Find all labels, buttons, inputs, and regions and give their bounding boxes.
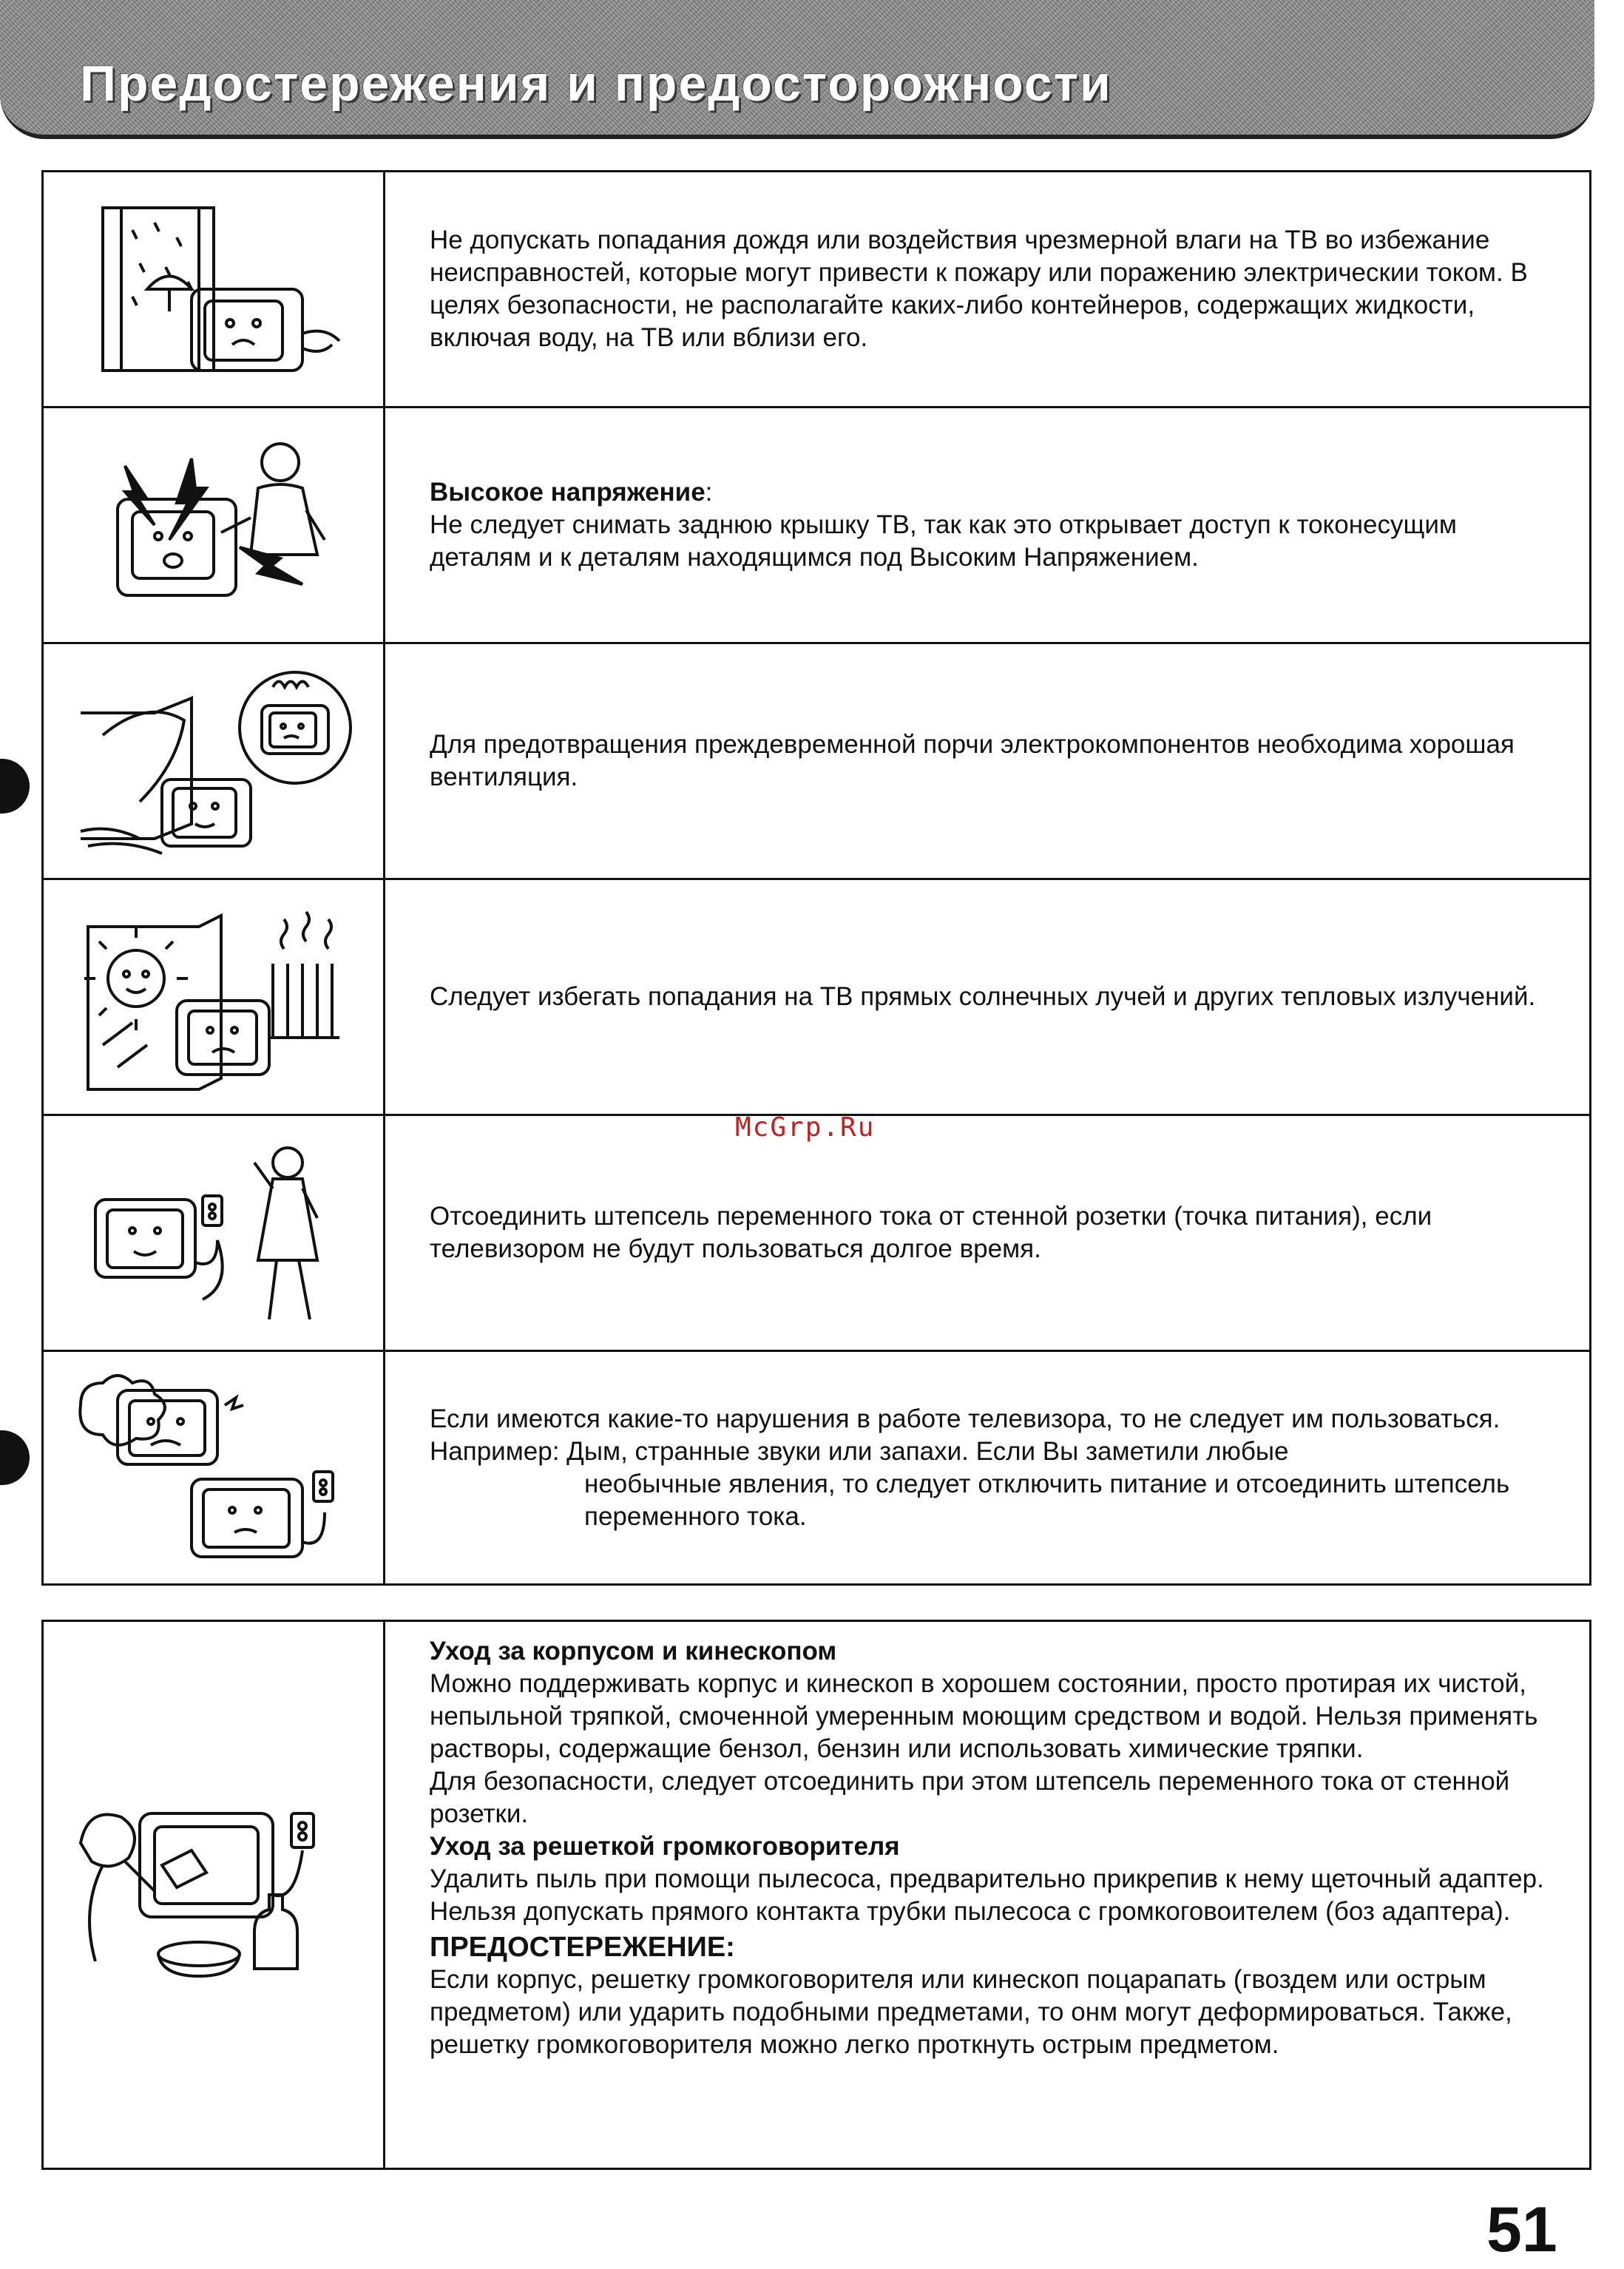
cabinet-care-heading: Уход за корпусом и кинескопом [430, 1637, 837, 1666]
high-voltage-illustration-cell [44, 408, 385, 642]
precaution-example-line [430, 1436, 1552, 1468]
speaker-care-heading: Уход за решеткой громкоговорителя [430, 1832, 900, 1861]
precaution-text-cell [430, 644, 1552, 878]
precaution-row-heat [44, 880, 1589, 1116]
page-number: 51 [1486, 2194, 1557, 2265]
precaution-title-line [430, 476, 1552, 509]
header-band [0, 0, 1594, 139]
high-voltage-illustration [81, 429, 347, 621]
binding-hole-top [0, 759, 30, 814]
watermark: McGrp.Ru [735, 1112, 876, 1143]
precaution-text-cell [430, 408, 1552, 642]
precaution-text-cell [430, 1116, 1552, 1350]
precaution-example-rest: необычные явления, то следует отключить питание и отсоединить штепсель переменного тока. [584, 1469, 1510, 1531]
care-table [41, 1620, 1591, 2170]
precaution-text-cell [430, 1352, 1552, 1583]
care-row [44, 1622, 1589, 2168]
precaution-text: Следует избегать попадания на ТВ прямых солнечных лучей и других тепловых излучений. [430, 982, 1536, 1011]
rain-tv-illustration [81, 193, 347, 385]
precaution-title: Высокое напряжение [430, 478, 706, 507]
precaution-row-ventilation [44, 644, 1589, 880]
cabinet-care-safety: Для безопасности, следует отсоединить при этом штепсель переменного тока от стенной розетки. [430, 1767, 1510, 1828]
ventilation-illustration-cell [44, 644, 385, 878]
cleaning-illustration-cell [44, 1622, 385, 2168]
precaution-row-malfunction [44, 1352, 1589, 1583]
sun-heat-illustration-cell [44, 880, 385, 1114]
warning-heading-suffix: : [725, 1932, 735, 1963]
malfunction-illustration-cell [44, 1352, 385, 1583]
precaution-text: Для предотвращения преждевременной порчи электрокомпонентов необходима хорошая вентиляция. [430, 730, 1515, 791]
precaution-example-label: Например: [430, 1436, 567, 1466]
binding-hole-bottom [0, 1430, 30, 1485]
precautions-table [41, 170, 1591, 1586]
precaution-row-rain [44, 172, 1589, 408]
cleaning-illustration [66, 1784, 362, 2006]
unplug-illustration [73, 1133, 354, 1333]
precaution-text-cell [430, 880, 1552, 1114]
precaution-title-suffix: : [705, 478, 713, 507]
precaution-text-cell [430, 172, 1552, 406]
malfunction-illustration [66, 1368, 362, 1568]
page-title: Предостережения и предосторожности [80, 55, 1112, 112]
sun-heat-illustration [73, 897, 354, 1097]
unplug-illustration-cell [44, 1116, 385, 1350]
precaution-text: Не допускать попадания дождя или воздействия чрезмерной влаги на ТВ во избежание неисправностей, которые могут привести к пожару или поражению электрическии током. В целях безопасности, не располагайте каких-либо контейнеров, содержащих жидкости, включая воду, на ТВ или вблизи его. [430, 226, 1528, 352]
precaution-text: Не следует снимать заднюю крышку ТВ, так как это открывает доступ к токонесущим деталям и к деталям находящимся под Высоким Напряжением. [430, 510, 1457, 572]
rain-tv-illustration-cell [44, 172, 385, 406]
precaution-text: Если имеются какие-то нарушения в работе телевизора, то не следует им пользоваться. [430, 1404, 1500, 1433]
speaker-care-text: Удалить пыль при помощи пылесоса, предварительно прикрепив к нему щеточный адаптер. Нельзя допускать прямого контакта трубки пылесоса с громкоговоителем (боз адаптера). [430, 1864, 1544, 1926]
warning-text: Если корпус, решетку громкоговорителя или кинескоп поцарапать (гвоздем или острым предметом) или ударить подобными предметами, то онм могут деформироваться. Также, решетку громкоговорителя можно легко проткнуть острым предметом. [430, 1965, 1512, 2059]
care-text-cell [430, 1622, 1552, 2181]
warning-heading: ПРЕДОСТЕРЕЖЕНИЕ [430, 1932, 726, 1963]
cabinet-care-text: Можно поддерживать корпус и кинескоп в хорошем состоянии, просто протирая их чистой, непыльной тряпкой, смоченной умеренным моющим средством и водой. Нельзя применять растворы, содержащие бензол, бензин или использовать химические тряпки. [430, 1669, 1538, 1763]
precaution-text: Отсоединить штепсель переменного тока от стенной розетки (точка питания), если телевизором не будут пользоваться долгое время. [430, 1202, 1432, 1263]
precaution-example-first: Дым, странные звуки или запахи. Если Вы заметили любые [566, 1436, 1289, 1466]
precaution-row-unplug [44, 1116, 1589, 1352]
warning-heading-line [430, 1931, 1552, 1964]
precaution-row-high-voltage [44, 408, 1589, 644]
ventilation-illustration [73, 661, 354, 861]
